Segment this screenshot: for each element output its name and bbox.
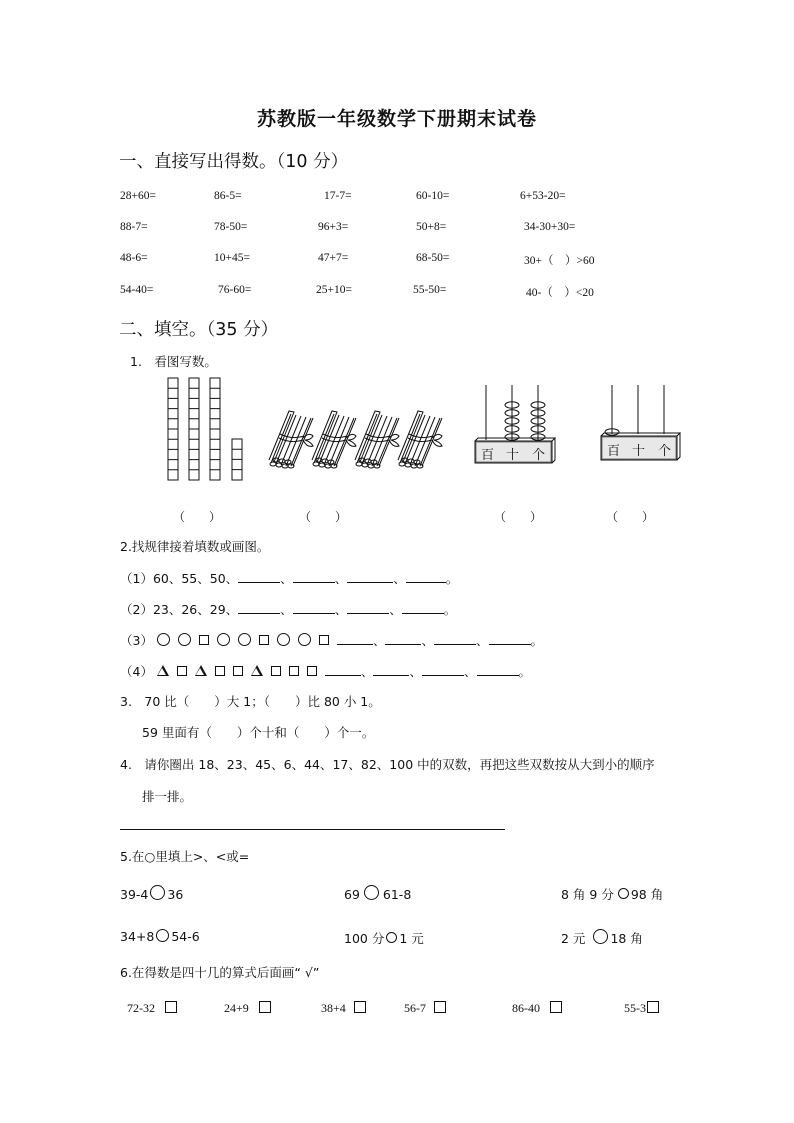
period: 。 xyxy=(445,571,459,586)
separator: 、 xyxy=(280,571,293,586)
square-shape xyxy=(233,666,243,676)
equation: 88-7= xyxy=(120,221,148,233)
equation: 28+60= xyxy=(120,190,156,202)
compare-right: 98 角 xyxy=(630,887,664,902)
page-title: 苏教版一年级数学下册期末试卷 xyxy=(256,108,537,130)
check-item xyxy=(512,1001,566,1016)
square-shape xyxy=(215,666,225,676)
abacus-label-hundreds: 百 xyxy=(607,444,621,459)
separator: 、 xyxy=(421,633,434,648)
equation: 34-30+30= xyxy=(524,221,576,233)
compare-left: 2 元 xyxy=(561,931,586,946)
circle-shape xyxy=(217,633,230,646)
square-shape xyxy=(177,666,187,676)
equation: 48-6= xyxy=(120,252,148,264)
circle-shape xyxy=(298,633,311,646)
compare-right: 61-8 xyxy=(382,887,412,902)
circle-shape xyxy=(157,633,170,646)
fill-blank[interactable] xyxy=(347,571,393,583)
compare-left: 39-4 xyxy=(120,887,149,902)
check-item xyxy=(127,1001,181,1016)
answer-line[interactable] xyxy=(120,829,505,830)
question-2-text: 2.找规律接着填数或画图。 xyxy=(120,539,270,554)
compare-left: 69 xyxy=(344,887,360,902)
question-4-line-1: 4. 请你圈出 18、23、45、6、44、17、82、100 中的双数，再把这些双数按从大到小的顺序 xyxy=(120,757,655,772)
fill-blank[interactable] xyxy=(373,664,409,676)
check-item xyxy=(321,1001,370,1016)
abacus-label-ones: 个 xyxy=(658,444,672,459)
period: 。 xyxy=(530,633,544,648)
pattern-line-1 xyxy=(120,569,458,587)
compare-circle[interactable] xyxy=(618,888,629,899)
separator: 、 xyxy=(463,664,477,679)
equation: 25+10= xyxy=(316,284,352,296)
section-1-heading: 一、直接写出得数。（10 分） xyxy=(119,152,349,172)
check-expression: 86-40 xyxy=(512,1001,540,1015)
checkbox[interactable] xyxy=(354,1001,366,1013)
compare-item xyxy=(344,885,411,902)
square-shape xyxy=(289,666,299,676)
equation: 40-（ ）<20 xyxy=(526,287,594,299)
fill-blank[interactable] xyxy=(477,664,519,676)
question-6-text: 6.在得数是四十几的算式后面画“ √” xyxy=(120,965,320,980)
answer-blank[interactable]: （ ） xyxy=(173,510,222,524)
square-shape xyxy=(259,635,269,645)
equation: 78-50= xyxy=(214,221,248,233)
check-item xyxy=(404,1001,450,1016)
question-3-line-2: 59 里面有（ ）个十和（ ）个一。 xyxy=(142,725,375,740)
compare-right: 54-6 xyxy=(171,929,200,944)
check-expression: 55-3 xyxy=(624,1001,646,1015)
pattern-prefix: （2）23、26、29、 xyxy=(120,602,239,617)
square-shape xyxy=(271,666,281,676)
fill-blank[interactable] xyxy=(402,602,444,614)
check-expression: 56-7 xyxy=(404,1001,426,1015)
question-3-line-1: 3. 70 比（ ）大 1；（ ）比 80 小 1。 xyxy=(120,694,381,709)
separator: 、 xyxy=(393,571,406,586)
compare-right: 1 元 xyxy=(399,931,424,946)
question-4-line-2: 排一排。 xyxy=(142,789,193,804)
equation: 60-10= xyxy=(416,190,450,202)
triangle-shape xyxy=(195,665,207,676)
pattern-prefix: （3） xyxy=(120,633,153,648)
answer-blank[interactable]: （ ） xyxy=(494,510,543,524)
compare-circle[interactable] xyxy=(156,929,169,942)
checkbox[interactable] xyxy=(259,1001,271,1013)
compare-left: 100 分 xyxy=(344,931,385,946)
compare-right: 36 xyxy=(167,887,184,902)
equation: 17-7= xyxy=(324,190,352,202)
answer-blank[interactable]: （ ） xyxy=(606,510,655,524)
separator: 、 xyxy=(280,602,293,617)
pattern-line-2 xyxy=(120,600,456,618)
compare-item xyxy=(561,885,663,903)
circle-shape xyxy=(178,633,191,646)
fill-blank[interactable] xyxy=(325,664,361,676)
separator: 、 xyxy=(360,664,374,679)
equation: 96+3= xyxy=(318,221,349,233)
compare-circle[interactable] xyxy=(150,885,165,900)
answer-blank[interactable]: （ ） xyxy=(299,510,348,524)
triangle-shape xyxy=(251,665,263,676)
compare-item xyxy=(344,929,424,947)
compare-circle[interactable] xyxy=(593,929,608,944)
fill-blank[interactable] xyxy=(238,602,280,614)
question-5-text: 5.在○里填上>、<或= xyxy=(120,849,250,864)
fill-blank[interactable] xyxy=(347,602,389,614)
abacus-figures xyxy=(0,0,794,500)
abacus-label-tens: 十 xyxy=(632,444,646,459)
separator: 、 xyxy=(409,664,422,679)
circle-shape xyxy=(238,633,251,646)
check-item xyxy=(624,1001,663,1016)
compare-right: 18 角 xyxy=(610,931,643,946)
abacus-label-tens: 十 xyxy=(506,448,520,463)
check-item xyxy=(224,1001,275,1016)
check-expression: 24+9 xyxy=(224,1001,249,1015)
checkbox[interactable] xyxy=(434,1001,446,1013)
fill-blank[interactable] xyxy=(293,602,335,614)
fill-blank[interactable] xyxy=(434,633,476,645)
separator: 、 xyxy=(475,633,489,648)
square-shape xyxy=(319,635,329,645)
compare-circle[interactable] xyxy=(364,885,379,900)
equation: 6+53-20= xyxy=(520,190,566,202)
equation: 76-60= xyxy=(218,284,252,296)
pattern-line-3 xyxy=(120,631,543,649)
triangle-shape xyxy=(157,665,169,676)
compare-left: 8 角 9 分 xyxy=(561,887,614,902)
separator: 、 xyxy=(389,602,402,617)
compare-item xyxy=(120,929,200,944)
compare-item xyxy=(120,885,183,902)
equation: 50+8= xyxy=(416,221,447,233)
equation: 47+7= xyxy=(318,252,349,264)
pattern-line-4 xyxy=(120,662,531,680)
abacus-label-ones: 个 xyxy=(532,448,546,463)
fill-blank[interactable] xyxy=(489,633,531,645)
compare-circle[interactable] xyxy=(386,932,397,943)
separator: 、 xyxy=(334,571,348,586)
fill-blank[interactable] xyxy=(337,633,373,645)
square-shape xyxy=(199,635,209,645)
period: 。 xyxy=(443,602,457,617)
circle-shape xyxy=(277,633,290,646)
fill-blank[interactable] xyxy=(406,571,446,583)
separator: 、 xyxy=(372,633,386,648)
section-2-heading: 二、填空。（35 分） xyxy=(119,320,279,340)
checkbox[interactable] xyxy=(165,1001,177,1013)
fill-blank[interactable] xyxy=(238,571,280,583)
fill-blank[interactable] xyxy=(385,633,421,645)
abacus-label-hundreds: 百 xyxy=(481,448,495,463)
check-expression: 72-32 xyxy=(127,1001,155,1015)
equation: 86-5= xyxy=(214,190,242,202)
check-expression: 38+4 xyxy=(321,1001,346,1015)
checkbox[interactable] xyxy=(550,1001,562,1013)
square-shape xyxy=(307,666,317,676)
equation: 55-50= xyxy=(413,284,447,296)
separator: 、 xyxy=(334,602,348,617)
pattern-prefix: （1）60、55、50、 xyxy=(120,571,239,586)
equation: 54-40= xyxy=(120,284,154,296)
equation: 68-50= xyxy=(416,252,450,264)
fill-blank[interactable] xyxy=(422,664,464,676)
compare-left: 34+8 xyxy=(120,929,155,944)
equation: 30+（ ）>60 xyxy=(524,255,595,267)
equation: 10+45= xyxy=(214,252,250,264)
fill-blank[interactable] xyxy=(293,571,335,583)
question-1-text: 1. 看图写数。 xyxy=(130,354,217,369)
pattern-prefix: （4） xyxy=(120,664,153,679)
checkbox[interactable] xyxy=(647,1001,659,1013)
compare-item xyxy=(561,929,643,947)
period: 。 xyxy=(518,664,532,679)
